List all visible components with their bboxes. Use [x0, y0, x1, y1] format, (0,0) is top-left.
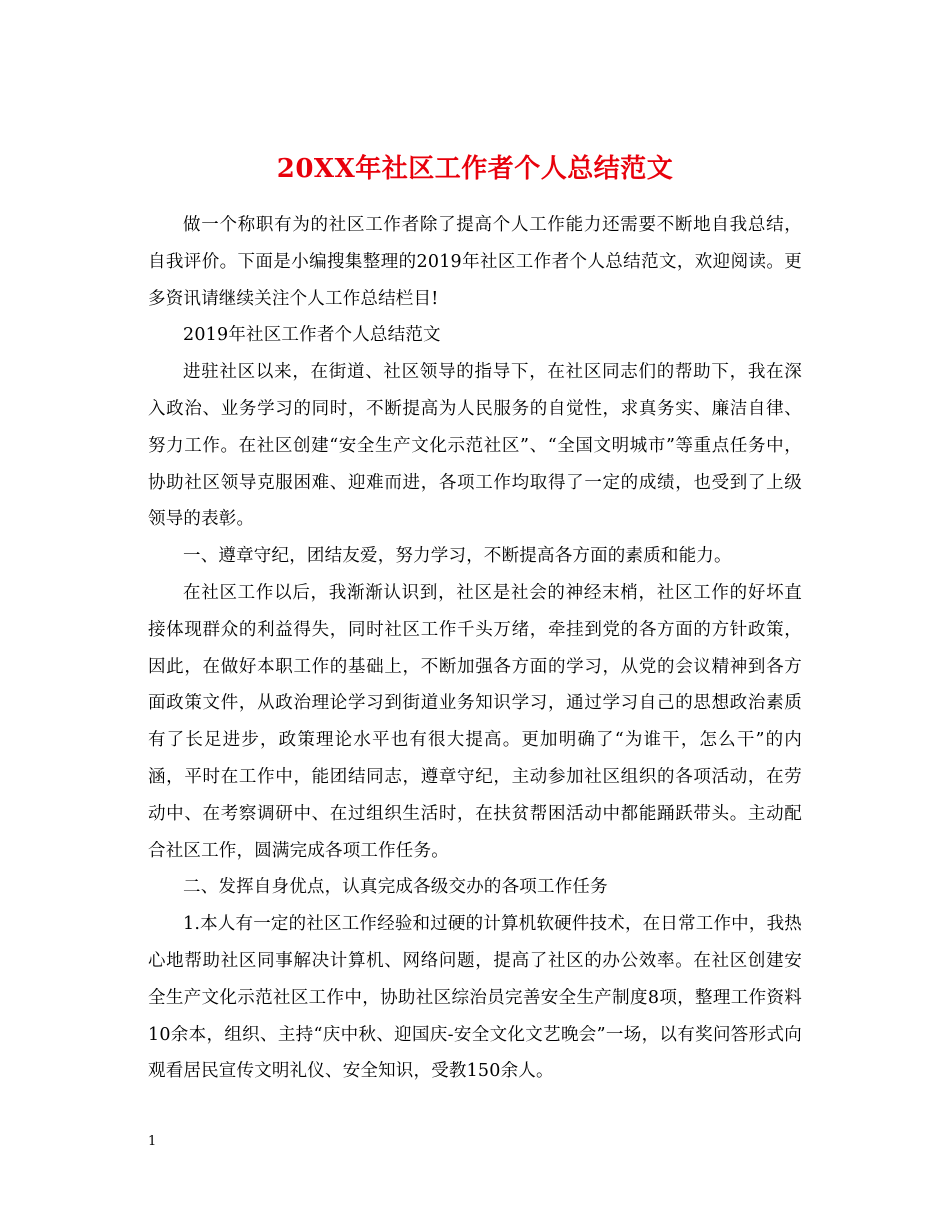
- body-paragraph: 进驻社区以来，在街道、社区领导的指导下，在社区同志们的帮助下，我在深入政治、业务学习的同时，不断提高为人民服务的自觉性，求真务实、廉洁自律、努力工作。在社区创建“安全生产文化示范社区”、“全国文明城市”等重点任务中，协助社区领导克服困难、迎难而进，各项工作均取得了一定的成绩，也受到了上级领导的表彰。: [148, 362, 802, 530]
- intro-paragraph: 做一个称职有为的社区工作者除了提高个人工作能力还需要不断地自我总结，自我评价。下面是小编搜集整理的2019年社区工作者个人总结范文，欢迎阅读。更多资讯请继续关注个人工作总结栏目!: [148, 215, 802, 309]
- page-number: 1: [148, 1134, 157, 1149]
- article-subtitle: 2019年社区工作者个人总结范文: [183, 325, 441, 346]
- document-body: [148, 207, 802, 1090]
- body-paragraph: 在社区工作以后，我渐渐认识到，社区是社会的神经末梢，社区工作的好坏直接体现群众的利益得失，同时社区工作千头万绪，牵挂到党的各方面的方针政策，因此，在做好本职工作的基础上，不断加强各方面的学习，从党的会议精神到各方面政策文件，从政治理论学习到街道业务知识学习，通过学习自己的思想政治素质有了长足进步，政策理论水平也有很大提高。更加明确了“为谁干，怎么干”的内涵，平时在工作中，能团结同志，遵章守纪，主动参加社区组织的各项活动，在劳动中、在考察调研中、在过组织生活时，在扶贫帮困活动中都能踊跃带头。主动配合社区工作，圆满完成各项工作任务。: [148, 582, 802, 861]
- numbered-paragraph: 1.本人有一定的社区工作经验和过硬的计算机软硬件技术，在日常工作中，我热心地帮助社区同事解决计算机、网络问题，提高了社区的办公效率。在社区创建安全生产文化示范社区工作中，协助社区综治员完善安全生产制度8项，整理工作资料10余本，组织、主持“庆中秋、迎国庆-安全文化文艺晚会”一场，以有奖问答形式向观看居民宣传文明礼仪、安全知识，受教150余人。: [148, 914, 802, 1082]
- section-heading-two: 二、发挥自身优点，认真完成各级交办的各项工作任务: [183, 877, 608, 898]
- section-heading-one: 一、遵章守纪，团结友爱，努力学习，不断提高各方面的素质和能力。: [183, 546, 732, 567]
- document-title: 20XX年社区工作者个人总结范文: [276, 154, 674, 185]
